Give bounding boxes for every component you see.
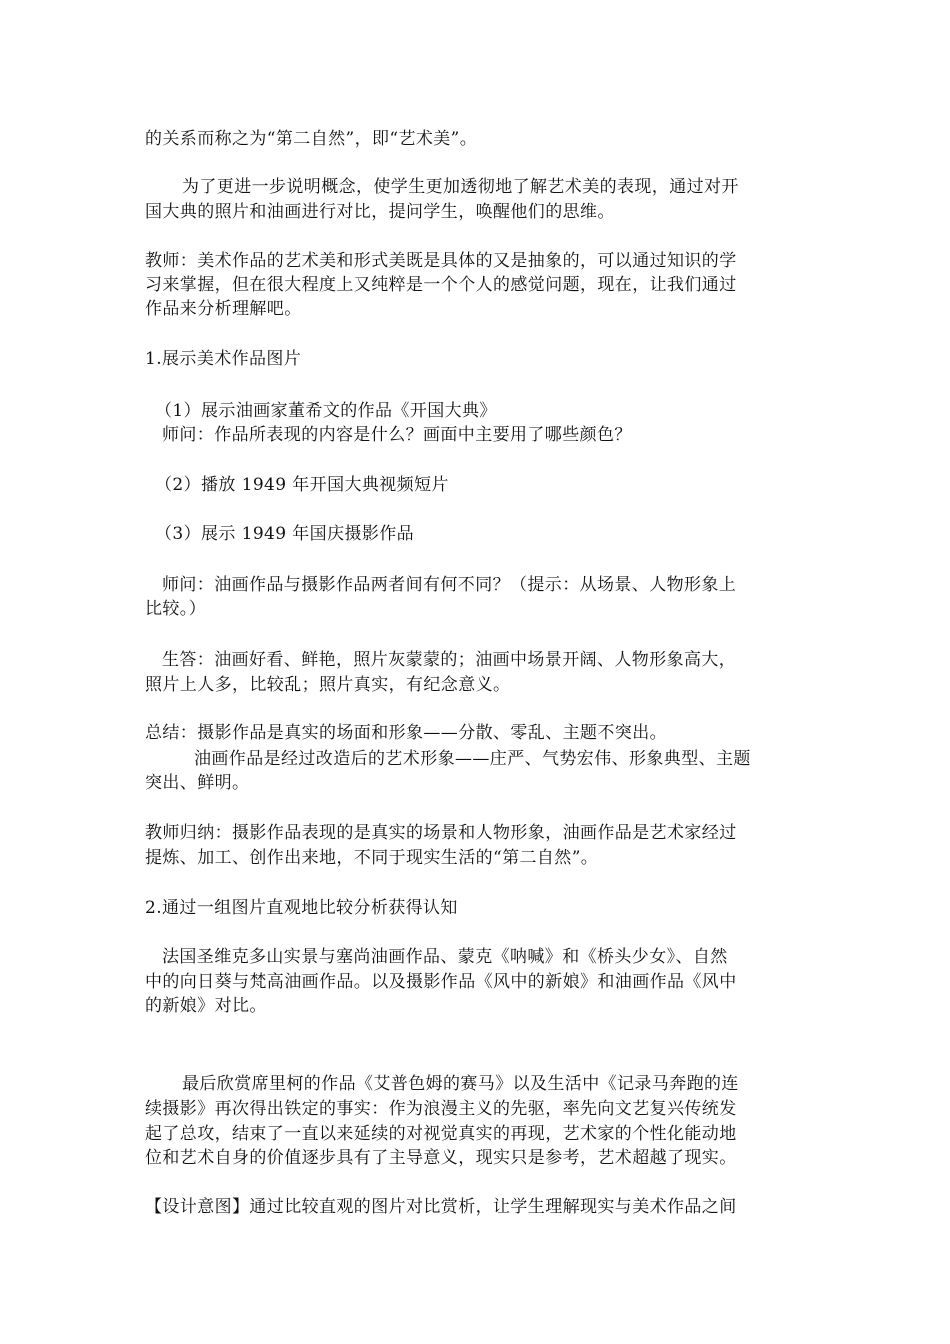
paragraph-line: （2）播放 1949 年开国大典视频短片 [155,475,449,495]
paragraph-line: 续摄影》再次得出铁定的事实：作为浪漫主义的先驱，率先向文艺复兴传统发 [145,1099,737,1119]
paragraph-line: 生答：油画好看、鲜艳，照片灰蒙蒙的；油画中场景开阔、人物形象高大， [162,650,737,670]
paragraph-line: 油画作品是经过改造后的艺术形象——庄严、气势宏伟、形象典型、主题 [194,749,751,769]
section-heading: 1.展示美术作品图片 [145,349,302,369]
paragraph-line: 起了总攻，结束了一直以来延续的对视觉真实的再现，艺术家的个性化能动地 [145,1124,737,1144]
paragraph-line: 法国圣维克多山实景与塞尚油画作品、蒙克《呐喊》和《桥头少女》、自然 [162,947,728,967]
paragraph-line: 国大典的照片和油画进行对比，提问学生，唤醒他们的思维。 [145,202,615,222]
section-heading: 2.通过一组图片直观地比较分析获得认知 [145,898,458,918]
paragraph-line: 照片上人多，比较乱；照片真实，有纪念意义。 [145,675,511,695]
paragraph-line: 提炼、加工、创作出来地，不同于现实生活的“第二自然”。 [145,848,599,868]
paragraph-line: 突出、鲜明。 [145,773,250,793]
paragraph-line: 比较。） [145,599,207,619]
paragraph-line: 作品来分析理解吧。 [145,299,302,319]
paragraph-line: 教师归纳：摄影作品表现的是真实的场景和人物形象，油画作品是艺术家经过 [145,823,737,843]
paragraph-line: 【设计意图】通过比较直观的图片对比赏析，让学生理解现实与美术作品之间 [145,1197,737,1217]
paragraph-line: 的关系而称之为“第二自然”，即“艺术美”。 [145,129,478,149]
paragraph-line: 为了更进一步说明概念，使学生更加透彻地了解艺术美的表现，通过对开 [182,177,739,197]
paragraph-line: 习来掌握，但在很大程度上又纯粹是一个个人的感觉问题，现在，让我们通过 [145,275,737,295]
paragraph-line: 位和艺术自身的价值逐步具有了主导意义，现实只是参考，艺术超越了现实。 [145,1148,737,1168]
paragraph-line: （1）展示油画家董希文的作品《开国大典》 [155,401,497,421]
paragraph-line: 最后欣赏席里柯的作品《艾普色姆的赛马》以及生活中《记录马奔跑的连 [182,1074,739,1094]
paragraph-line: 总结：摄影作品是真实的场面和形象——分散、零乱、主题不突出。 [145,723,667,743]
paragraph-line: 师问：作品所表现的内容是什么？画面中主要用了哪些颜色？ [162,425,632,445]
paragraph-line: 教师：美术作品的艺术美和形式美既是具体的又是抽象的，可以通过知识的学 [145,251,737,271]
paragraph-line: 的新娘》对比。 [145,996,267,1016]
paragraph-line: 中的向日葵与梵高油画作品。以及摄影作品《风中的新娘》和油画作品《风中 [145,972,737,992]
paragraph-line: （3）展示 1949 年国庆摄影作品 [155,524,415,544]
paragraph-line: 师问：油画作品与摄影作品两者间有何不同？（提示：从场景、人物形象上 [162,575,737,595]
